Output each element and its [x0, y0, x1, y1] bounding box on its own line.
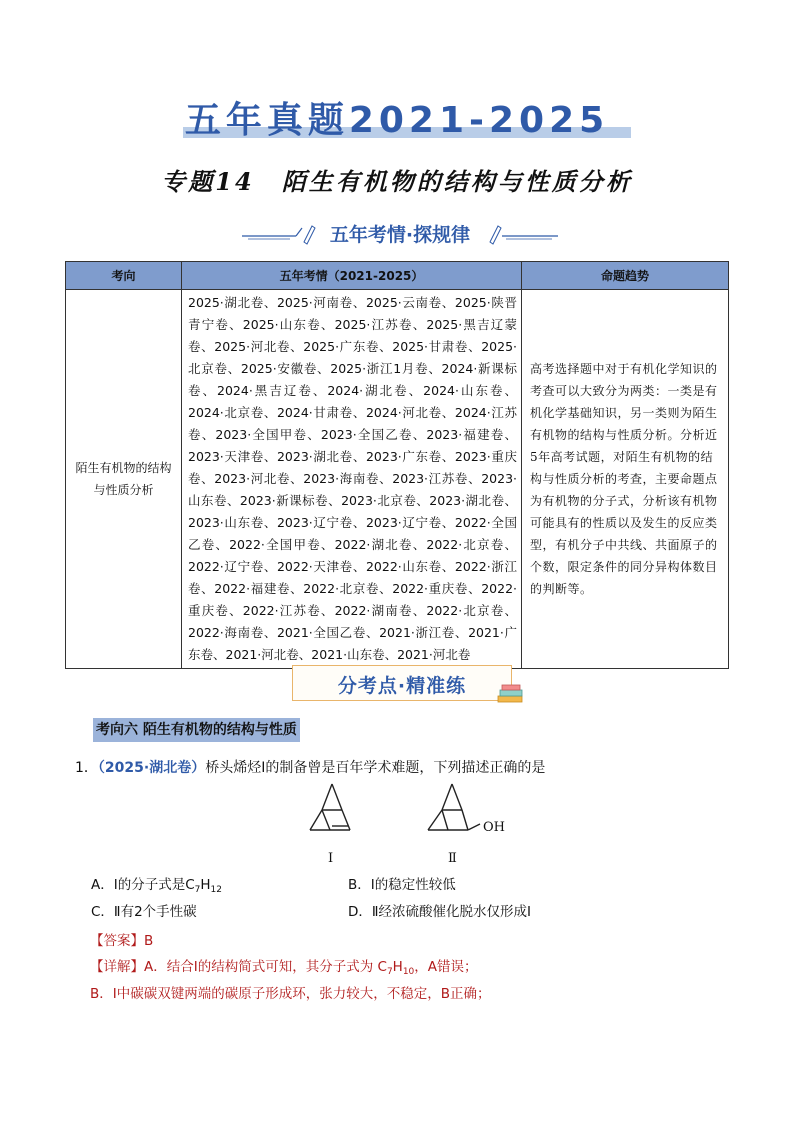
structure-II-oh: OH [483, 820, 505, 835]
table-row [66, 290, 729, 669]
option-a-sub-c: 7 [194, 885, 201, 895]
sub-title: 专题14 陌生有机物的结构与性质分析 [161, 167, 633, 196]
detail-a-h: H [392, 959, 403, 975]
question-stem: 桥头烯烃Ⅰ的制备曾是百年学术难题，下列描述正确的是 [205, 760, 546, 776]
question-number: 1． [75, 760, 98, 776]
option-a [91, 875, 222, 900]
question-1 [75, 758, 545, 778]
section-header-practice [292, 665, 512, 701]
answer-line: 【答案】B [90, 933, 154, 949]
option-c: C．Ⅱ有2个手性碳 [91, 904, 197, 920]
structure-II-label: Ⅱ [448, 851, 457, 866]
main-title: 五年真题2021-2025 [184, 100, 610, 141]
section-header-trends [240, 220, 560, 250]
detail-b: B．Ⅰ中碳碳双键两端的碳原子形成环，张力较大，不稳定，B正确； [90, 986, 491, 1002]
cell-topic: 陌生有机物的结构与性质分析 [66, 290, 182, 669]
col-header-trend: 命题趋势 [522, 262, 729, 290]
section-label-practice: 分考点·精准练 [337, 675, 467, 697]
detail-a-text: 【详解】A．结合Ⅰ的结构简式可知，其分子式为 C [90, 959, 387, 975]
col-header-exams: 五年考情（2021-2025） [182, 262, 522, 290]
question-source: （2025·湖北卷） [97, 760, 206, 776]
option-a-h: H [200, 877, 211, 893]
detail-a-sub-h: 10 [402, 967, 415, 977]
col-header-topic: 考向 [66, 262, 182, 290]
structure-II-diagram [422, 780, 522, 842]
section-label-trends: 五年考情·探规律 [329, 224, 471, 246]
topic-bar: 考向六 陌生有机物的结构与性质 [93, 718, 300, 742]
detail-a [90, 957, 478, 982]
table-header-row [66, 262, 729, 290]
cell-trend: 高考选择题中对于有机化学知识的考查可以大致分为两类：一类是有机化学基础知识，另一类则为陌生有机物的结构与性质分析。分析近5年高考试题，对陌生有机物的结构与性质分析的考查，主要命题点为有机物的分子式，分析该有机物可能具有的性质以及发生的反应类型，有机分子中共线、共面原子的个数，限定条件的同分异构体数目的判断等。 [522, 290, 729, 669]
option-b: B．Ⅰ的稳定性较低 [348, 877, 456, 893]
trend-table [65, 261, 729, 669]
option-d: D．Ⅱ经浓硫酸催化脱水仅形成Ⅰ [348, 904, 532, 920]
option-a-sub-h: 12 [210, 885, 222, 895]
books-icon [496, 682, 526, 706]
structure-I-label: Ⅰ [328, 851, 334, 866]
option-a-text: A．Ⅰ的分子式是C [91, 877, 195, 893]
structure-I-diagram [302, 780, 362, 842]
detail-a-sub-c: 7 [386, 967, 393, 977]
detail-a-suffix: ，A错误； [414, 959, 478, 975]
cell-exams: 2025·湖北卷、2025·河南卷、2025·云南卷、2025·陕晋青宁卷、2025·山东卷、2025·江苏卷、2025·黑吉辽蒙卷、2025·河北卷、2025·广东卷、2025·甘肃卷、2025·北京卷、2025·安徽卷、2025·浙江1月卷、2024·新课标卷、2024·黑吉辽卷、2024·湖北卷、2024·山东卷、2024·北京卷、2024·甘肃卷、2024·河北卷、2024·江苏卷、2023·全国甲卷、2023·全国乙卷、2023·福建卷、2023·天津卷、2023·湖北卷、2023·广东卷、2023·重庆卷、2023·河北卷、2023·海南卷、2023·江苏卷、2023·山东卷、2023·新课标卷、2023·北京卷、2023·湖北卷、2023·山东卷、2023·辽宁卷、2023·辽宁卷、2022·全国乙卷、2022·全国甲卷、2022·湖北卷、2022·北京卷、2022·辽宁卷、2022·天津卷、2022·山东卷、2022·浙江卷、2022·福建卷、2022·北京卷、2022·重庆卷、2022·重庆卷、2022·江苏卷、2022·湖南卷、2022·北京卷、2022·海南卷、2021·全国乙卷、2021·浙江卷、2021·广东卷、2021·河北卷、2021·山东卷、2021·河北卷 [182, 290, 522, 669]
